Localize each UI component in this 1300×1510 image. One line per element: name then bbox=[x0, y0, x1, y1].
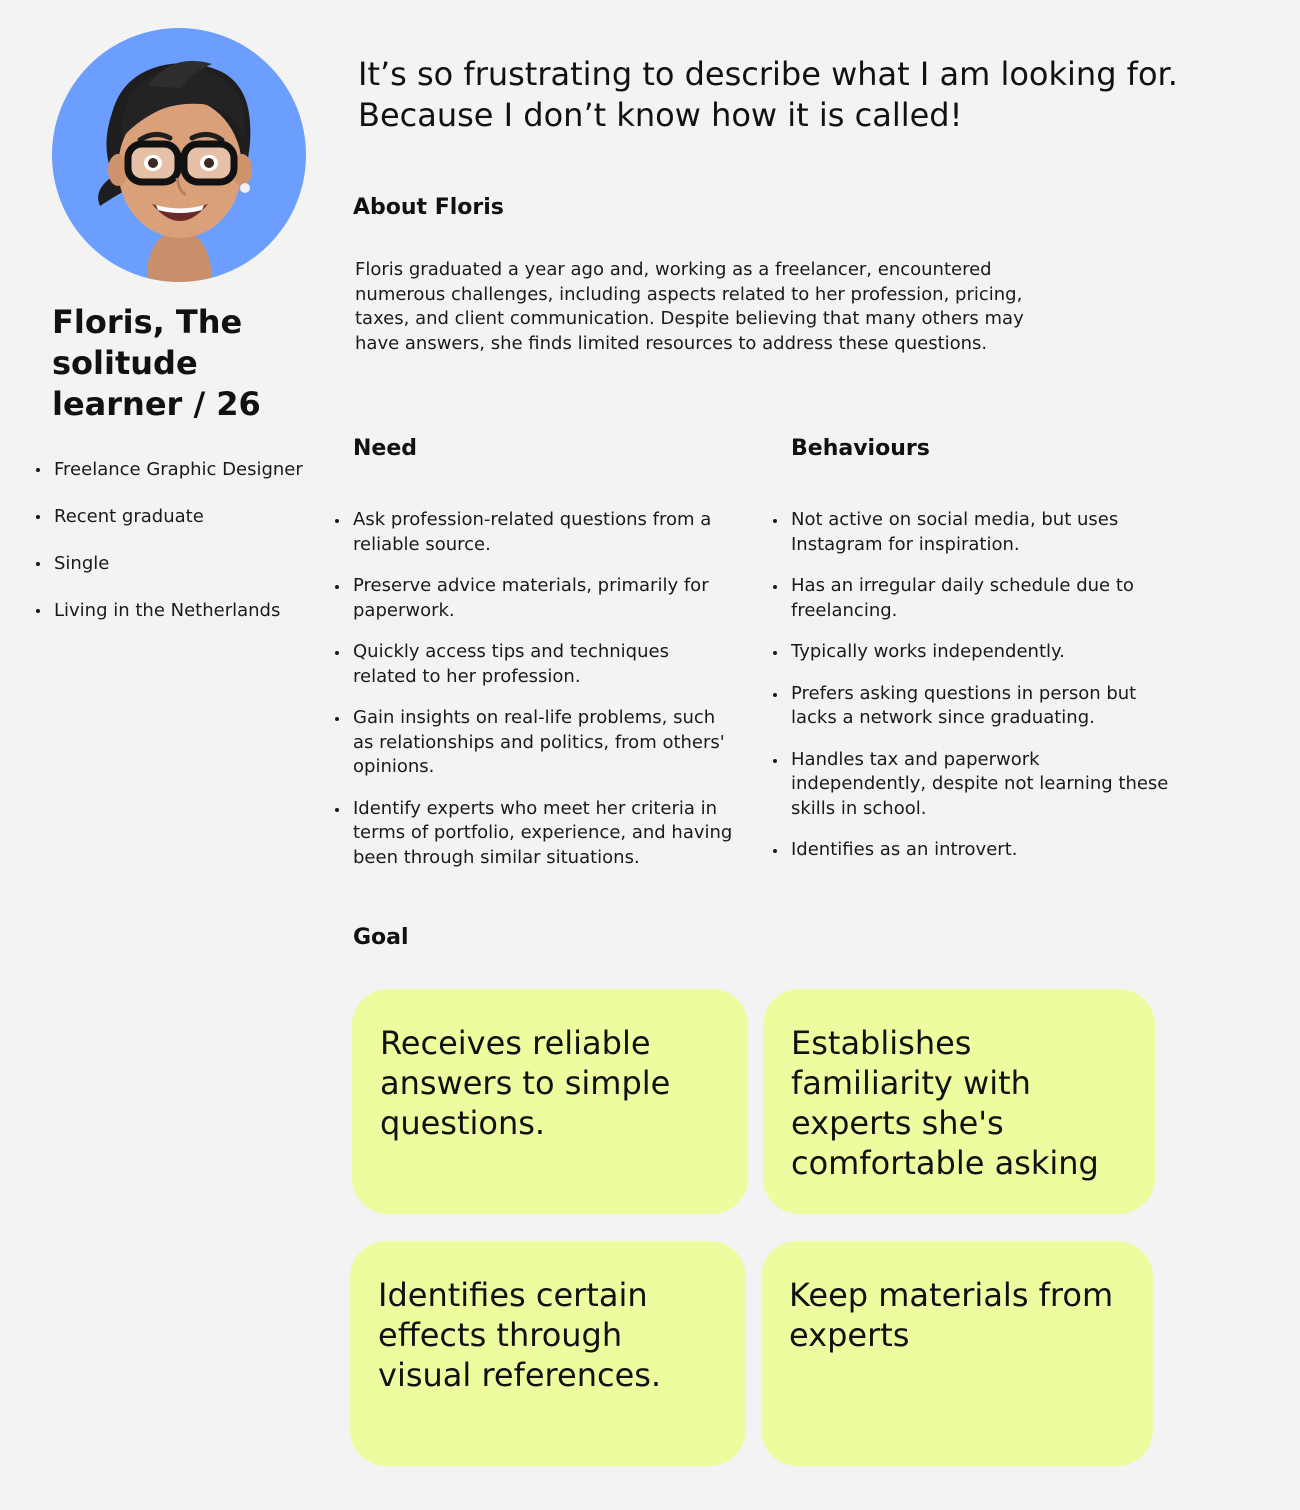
need-list bbox=[333, 508, 735, 887]
behaviour-item: Not active on social media, but uses Instagram for inspiration. bbox=[771, 508, 1171, 557]
behaviour-item: Identifies as an introvert. bbox=[771, 838, 1171, 863]
goal-card: Keep materials from experts bbox=[761, 1241, 1153, 1466]
need-item: Preserve advice materials, primarily for paperwork. bbox=[333, 574, 735, 623]
need-item: Gain insights on real-life problems, such as relationships and politics, from others' opinions. bbox=[333, 706, 735, 780]
goal-card: Establishes familiarity with experts she's comfortable asking bbox=[763, 989, 1155, 1214]
goal-heading: Goal bbox=[353, 925, 409, 950]
behaviour-item: Typically works independently. bbox=[771, 640, 1171, 665]
fact-item: Recent graduate bbox=[34, 501, 314, 532]
need-item: Ask profession-related questions from a reliable source. bbox=[333, 508, 735, 557]
fact-item: Single bbox=[34, 548, 314, 579]
behaviours-list bbox=[771, 508, 1171, 880]
need-heading: Need bbox=[353, 436, 418, 461]
about-text: Floris graduated a year ago and, working as a freelancer, encountered numerous challenges, including aspects related to her profession, pricing, taxes, and client communication. Despite believing that many others may have answers, she finds limited resources to address these questions. bbox=[355, 259, 1024, 354]
goal-card: Identifies certain effects through visual references. bbox=[350, 1241, 746, 1466]
need-item: Identify experts who meet her criteria in terms of portfolio, experience, and having been through similar situations. bbox=[333, 797, 735, 871]
fact-item: Freelance Graphic Designer bbox=[34, 454, 314, 485]
persona-facts-list bbox=[34, 454, 314, 642]
goal-card: Receives reliable answers to simple questions. bbox=[352, 989, 748, 1214]
persona-title: Floris, The solitude learner / 26 bbox=[52, 303, 261, 423]
behaviour-item: Prefers asking questions in person but lacks a network since graduating. bbox=[771, 682, 1171, 731]
fact-item: Living in the Netherlands bbox=[34, 595, 314, 626]
memoji-avatar-image bbox=[52, 28, 306, 282]
behaviour-item: Handles tax and paperwork independently, despite not learning these skills in school. bbox=[771, 748, 1171, 822]
persona-quote: It’s so frustrating to describe what I am looking for. Because I don’t know how it is called! bbox=[358, 55, 1178, 134]
avatar bbox=[52, 28, 306, 282]
about-heading: About Floris bbox=[353, 195, 504, 220]
behaviour-item: Has an irregular daily schedule due to freelancing. bbox=[771, 574, 1171, 623]
need-item: Quickly access tips and techniques related to her profession. bbox=[333, 640, 735, 689]
behaviours-heading: Behaviours bbox=[791, 436, 930, 461]
